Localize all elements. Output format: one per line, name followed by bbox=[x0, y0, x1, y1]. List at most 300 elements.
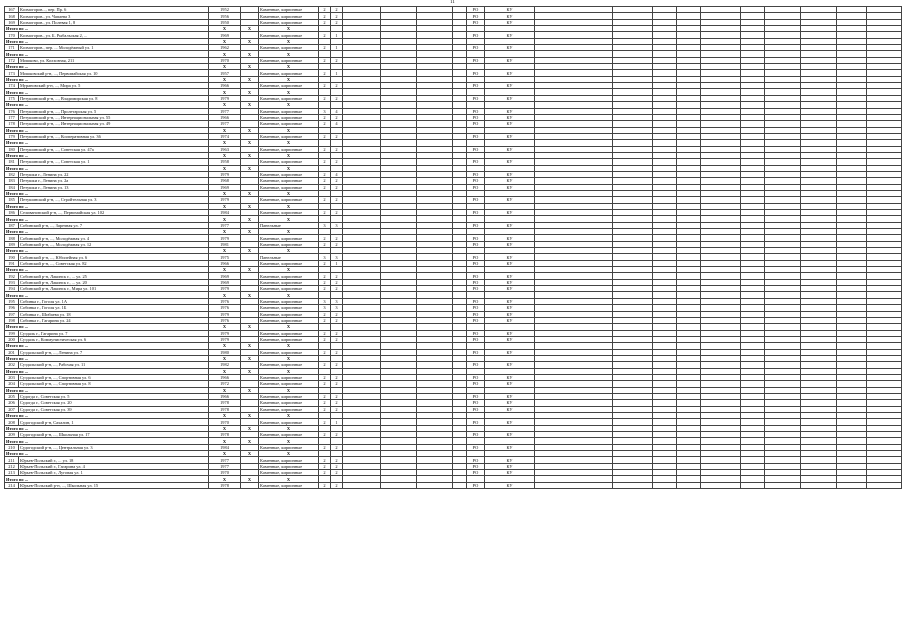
address-cell: Судогодский р-н, ..., Центральная ул. 3 bbox=[19, 444, 209, 450]
address-cell: Петушинский р-н, ..., Советская ул. 1 bbox=[19, 159, 209, 165]
placeholder-x-cell: Х bbox=[259, 324, 319, 330]
entrances-cell: 2 bbox=[331, 336, 343, 342]
program-cell: КУ bbox=[485, 362, 535, 368]
wall-material-cell: Каменные, кирпичные bbox=[259, 197, 319, 203]
placeholder-x-cell: Х bbox=[241, 38, 259, 44]
program-cell: КУ bbox=[485, 254, 535, 260]
program-cell: КУ bbox=[485, 70, 535, 76]
floors-cell: 3 bbox=[319, 108, 331, 114]
address-cell: Петушинский р-н, ..., Стройтельная ул. 3 bbox=[19, 197, 209, 203]
wall-material-cell: Каменные, кирпичные bbox=[259, 178, 319, 184]
address-cell: Селивановский р-н, ..., Первомайская ул. 102 bbox=[19, 210, 209, 216]
floors-cell: 2 bbox=[319, 57, 331, 63]
wall-material-cell: Каменные, кирпичные bbox=[259, 7, 319, 13]
year-cell: 1970 bbox=[209, 419, 241, 425]
address-cell: Собинский р-н, ..., Заречная ул. 7 bbox=[19, 222, 209, 228]
program-cell: КУ bbox=[485, 305, 535, 311]
placeholder-x-cell: Х bbox=[209, 127, 241, 133]
entrances-cell: 2 bbox=[331, 279, 343, 285]
wall-material-cell: Каменные, кирпичные bbox=[259, 273, 319, 279]
status-cell: РО bbox=[467, 70, 485, 76]
placeholder-x-cell: Х bbox=[259, 190, 319, 196]
placeholder-x-cell: Х bbox=[209, 152, 241, 158]
program-cell: КУ bbox=[485, 273, 535, 279]
placeholder-x-cell: Х bbox=[241, 64, 259, 70]
program-cell: КУ bbox=[485, 279, 535, 285]
row-number: 213 bbox=[5, 470, 19, 476]
wall-material-cell: Каменные, кирпичные bbox=[259, 19, 319, 25]
floors-cell: 2 bbox=[319, 95, 331, 101]
program-cell: КУ bbox=[485, 45, 535, 51]
wall-material-cell: Панельные bbox=[259, 254, 319, 260]
program-cell: КУ bbox=[485, 444, 535, 450]
placeholder-x-cell: Х bbox=[241, 102, 259, 108]
placeholder-x-cell: Х bbox=[259, 343, 319, 349]
placeholder-x-cell: Х bbox=[209, 248, 241, 254]
placeholder-x-cell: Х bbox=[241, 127, 259, 133]
address-cell: Собинка г., Гагарина ул. 24 bbox=[19, 317, 209, 323]
program-cell: КУ bbox=[485, 108, 535, 114]
year-cell: 1979 bbox=[209, 336, 241, 342]
entrances-cell: 2 bbox=[331, 197, 343, 203]
placeholder-x-cell: Х bbox=[241, 387, 259, 393]
year-cell: 1969 bbox=[209, 184, 241, 190]
year-cell: 1969 bbox=[209, 279, 241, 285]
program-cell: КУ bbox=[485, 286, 535, 292]
register-table bbox=[4, 6, 902, 489]
entrances-cell: 2 bbox=[331, 374, 343, 380]
placeholder-x-cell: Х bbox=[241, 229, 259, 235]
floors-cell: 3 bbox=[319, 222, 331, 228]
program-cell: КУ bbox=[485, 457, 535, 463]
floors-cell: 2 bbox=[319, 463, 331, 469]
address-cell: Юрьев-Польский р-н, ..., Школьная ул. 15 bbox=[19, 482, 209, 488]
placeholder-x-cell: Х bbox=[241, 438, 259, 444]
placeholder-x-cell: Х bbox=[259, 413, 319, 419]
status-cell: РО bbox=[467, 286, 485, 292]
subtotal-label: Итого по ... bbox=[5, 413, 209, 419]
address-cell: Суздаль г., Гагарина ул. 7 bbox=[19, 330, 209, 336]
placeholder-x-cell: Х bbox=[209, 190, 241, 196]
wall-material-cell: Каменные, кирпичные bbox=[259, 45, 319, 51]
year-cell: 1979 bbox=[209, 235, 241, 241]
year-cell: 1972 bbox=[209, 381, 241, 387]
status-cell: РО bbox=[467, 222, 485, 228]
entrances-cell: 3 bbox=[331, 254, 343, 260]
floors-cell: 2 bbox=[319, 273, 331, 279]
floors-cell: 2 bbox=[319, 406, 331, 412]
placeholder-x-cell: Х bbox=[259, 89, 319, 95]
floors-cell: 2 bbox=[319, 121, 331, 127]
row-number: 201 bbox=[5, 349, 19, 355]
entrances-cell: 4 bbox=[331, 121, 343, 127]
entrances-cell: 2 bbox=[331, 393, 343, 399]
wall-material-cell: Каменные, кирпичные bbox=[259, 146, 319, 152]
program-cell: КУ bbox=[485, 178, 535, 184]
wall-material-cell: Каменные, кирпичные bbox=[259, 279, 319, 285]
address-cell: Колмогоров., ул. Б. Рыбальская 2, ... bbox=[19, 32, 209, 38]
status-cell: РО bbox=[467, 121, 485, 127]
program-cell: КУ bbox=[485, 19, 535, 25]
data-cell bbox=[241, 482, 259, 488]
year-cell: 1957 bbox=[209, 70, 241, 76]
program-cell: КУ bbox=[485, 330, 535, 336]
placeholder-x-cell: Х bbox=[241, 267, 259, 273]
status-cell: РО bbox=[467, 400, 485, 406]
entrances-cell: 1 bbox=[331, 419, 343, 425]
entrances-cell: 2 bbox=[331, 146, 343, 152]
status-cell: РО bbox=[467, 45, 485, 51]
address-cell: Суздальский р-н, ..., Ленина ул. 7 bbox=[19, 349, 209, 355]
subtotal-label: Итого по ... bbox=[5, 292, 209, 298]
program-cell: КУ bbox=[485, 121, 535, 127]
entrances-cell: 2 bbox=[331, 444, 343, 450]
year-cell: 1976 bbox=[209, 298, 241, 304]
address-cell: Петушки г., Ленина ул. 13 bbox=[19, 184, 209, 190]
wall-material-cell: Каменные, кирпичные bbox=[259, 108, 319, 114]
wall-material-cell: Каменные, кирпичные bbox=[259, 210, 319, 216]
program-cell: КУ bbox=[485, 482, 535, 488]
subtotal-label: Итого по ... bbox=[5, 165, 209, 171]
year-cell: 1969 bbox=[209, 273, 241, 279]
entrances-cell: 2 bbox=[331, 482, 343, 488]
row-number: 193 bbox=[5, 279, 19, 285]
status-cell: РО bbox=[467, 7, 485, 13]
status-cell: РО bbox=[467, 241, 485, 247]
floors-cell: 2 bbox=[319, 184, 331, 190]
data-cell bbox=[677, 482, 701, 488]
year-cell: 1981 bbox=[209, 241, 241, 247]
entrances-cell: 2 bbox=[331, 286, 343, 292]
year-cell: 1979 bbox=[209, 330, 241, 336]
program-cell: КУ bbox=[485, 336, 535, 342]
placeholder-x-cell: Х bbox=[259, 38, 319, 44]
entrances-cell: 2 bbox=[331, 381, 343, 387]
entrances-cell: 2 bbox=[331, 330, 343, 336]
program-cell: КУ bbox=[485, 159, 535, 165]
status-cell: РО bbox=[467, 254, 485, 260]
program-cell: КУ bbox=[485, 349, 535, 355]
year-cell: 1974 bbox=[209, 133, 241, 139]
wall-material-cell: Каменные, кирпичные bbox=[259, 159, 319, 165]
placeholder-x-cell: Х bbox=[241, 476, 259, 482]
program-cell: КУ bbox=[485, 171, 535, 177]
year-cell: 1977 bbox=[209, 222, 241, 228]
year-cell: 1977 bbox=[209, 457, 241, 463]
placeholder-x-cell: Х bbox=[209, 165, 241, 171]
placeholder-x-cell: Х bbox=[241, 216, 259, 222]
entrances-cell: 2 bbox=[331, 406, 343, 412]
wall-material-cell: Каменные, кирпичные bbox=[259, 432, 319, 438]
floors-cell: 2 bbox=[319, 19, 331, 25]
floors-cell: 3 bbox=[319, 305, 331, 311]
address-cell: Судогда г., Советская ул. 20 bbox=[19, 400, 209, 406]
floors-cell: 2 bbox=[319, 197, 331, 203]
placeholder-x-cell: Х bbox=[241, 152, 259, 158]
address-cell: Петушинский р-н, ..., Кооперативная ул. 36 bbox=[19, 133, 209, 139]
wall-material-cell: Каменные, кирпичные bbox=[259, 83, 319, 89]
row-number: 172 bbox=[5, 57, 19, 63]
program-cell: КУ bbox=[485, 432, 535, 438]
floors-cell: 2 bbox=[319, 432, 331, 438]
placeholder-x-cell: Х bbox=[241, 292, 259, 298]
floors-cell: 2 bbox=[319, 171, 331, 177]
row-number: 185 bbox=[5, 197, 19, 203]
entrances-cell: 2 bbox=[331, 13, 343, 19]
placeholder-x-cell: Х bbox=[209, 368, 241, 374]
entrances-cell: 3 bbox=[331, 298, 343, 304]
row-number: 170 bbox=[5, 32, 19, 38]
program-cell: КУ bbox=[485, 235, 535, 241]
data-cell bbox=[453, 482, 467, 488]
entrances-cell: 3 bbox=[331, 305, 343, 311]
subtotal-label: Итого по ... bbox=[5, 451, 209, 457]
status-cell: РО bbox=[467, 57, 485, 63]
row-number: 194 bbox=[5, 286, 19, 292]
row-number: 176 bbox=[5, 108, 19, 114]
placeholder-x-cell: Х bbox=[209, 438, 241, 444]
program-cell: КУ bbox=[485, 241, 535, 247]
year-cell: 1984 bbox=[209, 210, 241, 216]
row-number: 207 bbox=[5, 406, 19, 412]
entrances-cell: 1 bbox=[331, 70, 343, 76]
data-cell bbox=[867, 482, 902, 488]
placeholder-x-cell: Х bbox=[259, 368, 319, 374]
placeholder-x-cell: Х bbox=[209, 203, 241, 209]
floors-cell: 2 bbox=[319, 336, 331, 342]
page-number: 11 bbox=[450, 0, 455, 5]
status-cell: РО bbox=[467, 133, 485, 139]
data-cell bbox=[535, 482, 613, 488]
status-cell: РО bbox=[467, 336, 485, 342]
data-cell bbox=[701, 482, 741, 488]
address-cell: Судогда г., Советская ул. 5 bbox=[19, 393, 209, 399]
row-number: 184 bbox=[5, 184, 19, 190]
placeholder-x-cell: Х bbox=[259, 267, 319, 273]
placeholder-x-cell: Х bbox=[241, 165, 259, 171]
row-number: 174 bbox=[5, 83, 19, 89]
row-number: 191 bbox=[5, 260, 19, 266]
placeholder-x-cell: Х bbox=[259, 127, 319, 133]
floors-cell: 2 bbox=[319, 178, 331, 184]
status-cell: РО bbox=[467, 463, 485, 469]
floors-cell: 2 bbox=[319, 330, 331, 336]
status-cell: РО bbox=[467, 362, 485, 368]
subtotal-label: Итого по ... bbox=[5, 64, 209, 70]
subtotal-label: Итого по ... bbox=[5, 343, 209, 349]
program-cell: КУ bbox=[485, 393, 535, 399]
row-number: 210 bbox=[5, 444, 19, 450]
year-cell: 1976 bbox=[209, 305, 241, 311]
status-cell: РО bbox=[467, 159, 485, 165]
subtotal-label: Итого по ... bbox=[5, 248, 209, 254]
subtotal-label: Итого по ... bbox=[5, 267, 209, 273]
entrances-cell: 2 bbox=[331, 133, 343, 139]
address-cell: Собинский р-н, Лакинск г., ... ул. 25 bbox=[19, 273, 209, 279]
placeholder-x-cell: Х bbox=[241, 26, 259, 32]
placeholder-x-cell: Х bbox=[259, 387, 319, 393]
status-cell: РО bbox=[467, 279, 485, 285]
entrances-cell: 2 bbox=[331, 273, 343, 279]
placeholder-x-cell: Х bbox=[209, 343, 241, 349]
entrances-cell: 2 bbox=[331, 470, 343, 476]
year-cell: 1984 bbox=[209, 444, 241, 450]
program-cell: КУ bbox=[485, 311, 535, 317]
placeholder-x-cell: Х bbox=[209, 140, 241, 146]
row-number: 186 bbox=[5, 210, 19, 216]
status-cell: РО bbox=[467, 419, 485, 425]
address-cell: Собинский р-н, ..., Советская ул. 82 bbox=[19, 260, 209, 266]
row-number: 204 bbox=[5, 381, 19, 387]
subtotal-label: Итого по ... bbox=[5, 216, 209, 222]
program-cell: КУ bbox=[485, 133, 535, 139]
floors-cell: 2 bbox=[319, 241, 331, 247]
floors-cell: 2 bbox=[319, 470, 331, 476]
year-cell: 1979 bbox=[209, 171, 241, 177]
status-cell: РО bbox=[467, 444, 485, 450]
address-cell: Колмогоров., ул. Чапаева 3 bbox=[19, 13, 209, 19]
year-cell: 1980 bbox=[209, 349, 241, 355]
floors-cell: 2 bbox=[319, 146, 331, 152]
placeholder-x-cell: Х bbox=[209, 292, 241, 298]
entrances-cell: 2 bbox=[331, 114, 343, 120]
program-cell: КУ bbox=[485, 32, 535, 38]
wall-material-cell: Каменные, кирпичные bbox=[259, 32, 319, 38]
subtotal-label: Итого по ... bbox=[5, 387, 209, 393]
placeholder-x-cell: Х bbox=[259, 216, 319, 222]
year-cell: 1950 bbox=[209, 19, 241, 25]
data-cell bbox=[741, 482, 765, 488]
data-cell bbox=[613, 482, 653, 488]
status-cell: РО bbox=[467, 32, 485, 38]
row-number: 197 bbox=[5, 311, 19, 317]
year-cell: 1966 bbox=[209, 374, 241, 380]
year-cell: 1952 bbox=[209, 7, 241, 13]
year-cell: 1962 bbox=[209, 45, 241, 51]
placeholder-x-cell: Х bbox=[241, 324, 259, 330]
floors-cell: 2 bbox=[319, 374, 331, 380]
placeholder-x-cell: Х bbox=[241, 248, 259, 254]
entrances-cell: 2 bbox=[331, 457, 343, 463]
row-number: 188 bbox=[5, 235, 19, 241]
placeholder-x-cell: Х bbox=[209, 476, 241, 482]
placeholder-x-cell: Х bbox=[209, 38, 241, 44]
year-cell: 1968 bbox=[209, 178, 241, 184]
subtotal-label: Итого по ... bbox=[5, 51, 209, 57]
program-cell: КУ bbox=[485, 406, 535, 412]
program-cell: КУ bbox=[485, 470, 535, 476]
wall-material-cell: Каменные, кирпичные bbox=[259, 393, 319, 399]
address-cell: Колмогоров., ул. Полевая 1, 8 bbox=[19, 19, 209, 25]
floors-cell: 2 bbox=[319, 260, 331, 266]
data-cell bbox=[343, 482, 381, 488]
year-cell: 1963 bbox=[209, 146, 241, 152]
row-number: 179 bbox=[5, 133, 19, 139]
status-cell: РО bbox=[467, 260, 485, 266]
program-cell: КУ bbox=[485, 222, 535, 228]
status-cell: РО bbox=[467, 317, 485, 323]
floors-cell: 2 bbox=[319, 362, 331, 368]
wall-material-cell: Каменные, кирпичные bbox=[259, 184, 319, 190]
entrances-cell: 2 bbox=[331, 57, 343, 63]
row-number: 212 bbox=[5, 463, 19, 469]
wall-material-cell: Каменные, кирпичные bbox=[259, 374, 319, 380]
address-cell: Мурановский р-н, ..., Мира ул. 5 bbox=[19, 83, 209, 89]
address-cell: Собинка г., Шибаева ул. 18 bbox=[19, 311, 209, 317]
placeholder-x-cell: Х bbox=[209, 102, 241, 108]
year-cell: 1956 bbox=[209, 13, 241, 19]
status-cell: РО bbox=[467, 83, 485, 89]
program-cell: КУ bbox=[485, 114, 535, 120]
placeholder-x-cell: Х bbox=[241, 203, 259, 209]
floors-cell: 2 bbox=[319, 159, 331, 165]
wall-material-cell: Каменные, кирпичные bbox=[259, 241, 319, 247]
placeholder-x-cell: Х bbox=[259, 451, 319, 457]
row-number: 183 bbox=[5, 178, 19, 184]
entrances-cell: 2 bbox=[331, 178, 343, 184]
status-cell: РО bbox=[467, 311, 485, 317]
placeholder-x-cell: Х bbox=[241, 190, 259, 196]
placeholder-x-cell: Х bbox=[259, 476, 319, 482]
entrances-cell: 2 bbox=[331, 311, 343, 317]
row-number: 168 bbox=[5, 13, 19, 19]
floors-cell: 2 bbox=[319, 381, 331, 387]
entrances-cell: 2 bbox=[331, 83, 343, 89]
year-cell: 1979 bbox=[209, 197, 241, 203]
placeholder-x-cell: Х bbox=[259, 140, 319, 146]
year-cell: 1976 bbox=[209, 317, 241, 323]
placeholder-x-cell: Х bbox=[209, 216, 241, 222]
row-number: 190 bbox=[5, 254, 19, 260]
placeholder-x-cell: Х bbox=[241, 425, 259, 431]
floors-cell: 3 bbox=[319, 254, 331, 260]
placeholder-x-cell: Х bbox=[209, 387, 241, 393]
program-cell: КУ bbox=[485, 57, 535, 63]
entrances-cell: 2 bbox=[331, 463, 343, 469]
entrances-cell: 2 bbox=[331, 95, 343, 101]
floors-cell: 2 bbox=[319, 457, 331, 463]
data-cell bbox=[653, 482, 677, 488]
placeholder-x-cell: Х bbox=[259, 64, 319, 70]
row-number: 192 bbox=[5, 273, 19, 279]
placeholder-x-cell: Х bbox=[259, 203, 319, 209]
address-cell: Петушинский р-н, ..., Интернациональная ул. 55 bbox=[19, 114, 209, 120]
subtotal-label: Итого по ... bbox=[5, 152, 209, 158]
status-cell: РО bbox=[467, 95, 485, 101]
program-cell: КУ bbox=[485, 184, 535, 190]
row-number: 202 bbox=[5, 362, 19, 368]
address-cell: Собинский р-н, ..., Юбилейная ул. 6 bbox=[19, 254, 209, 260]
wall-material-cell: Каменные, кирпичные bbox=[259, 463, 319, 469]
status-cell: РО bbox=[467, 374, 485, 380]
subtotal-label: Итого по ... bbox=[5, 355, 209, 361]
program-cell: КУ bbox=[485, 419, 535, 425]
year-cell: 1977 bbox=[209, 108, 241, 114]
status-cell: РО bbox=[467, 114, 485, 120]
floors-cell: 2 bbox=[319, 393, 331, 399]
wall-material-cell: Каменные, кирпичные bbox=[259, 317, 319, 323]
program-cell: КУ bbox=[485, 260, 535, 266]
address-cell: Суздаль г., Коммунистическая ул. 6 bbox=[19, 336, 209, 342]
wall-material-cell: Каменные, кирпичные bbox=[259, 13, 319, 19]
status-cell: РО bbox=[467, 184, 485, 190]
status-cell: РО bbox=[467, 482, 485, 488]
row-number: 198 bbox=[5, 317, 19, 323]
address-cell: Собинский р-н, ..., Молодёжная ул. 4 bbox=[19, 235, 209, 241]
row-number: 189 bbox=[5, 241, 19, 247]
year-cell: 1970 bbox=[209, 57, 241, 63]
placeholder-x-cell: Х bbox=[259, 292, 319, 298]
